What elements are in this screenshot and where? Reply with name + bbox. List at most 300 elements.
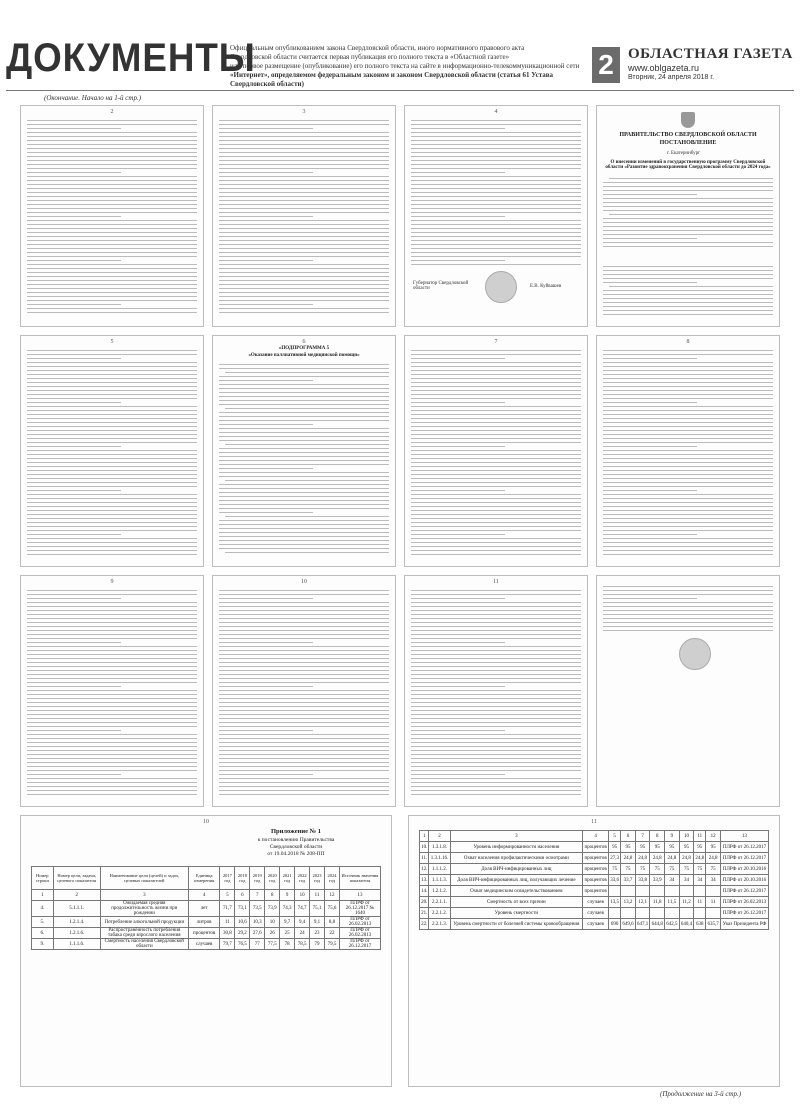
text-line — [27, 458, 197, 459]
text-line — [603, 382, 773, 383]
text-line — [27, 598, 121, 599]
table-row — [420, 853, 769, 864]
text-line — [219, 594, 389, 595]
table-cell: 27,3 — [609, 853, 621, 864]
publication-note — [230, 44, 580, 89]
table-cell: 647,1 — [635, 919, 650, 930]
text-line — [411, 220, 581, 221]
table-cell: Охват медицинским освидетельствованием — [450, 886, 583, 897]
table-cell: 79,7 — [220, 939, 235, 950]
text-line — [27, 152, 197, 153]
text-line — [27, 742, 197, 743]
text-line — [411, 228, 581, 229]
table-cell: 4 — [583, 831, 609, 842]
text-line — [27, 430, 197, 431]
text-line — [603, 394, 773, 395]
subprogram-subtitle: «Оказание паллиативной медицинской помощи» — [248, 353, 360, 358]
text-line — [603, 454, 773, 455]
text-line — [219, 726, 389, 727]
table-cell: ПЛРФ от 26.12.2017 № 1640 — [339, 901, 380, 917]
text-line — [411, 614, 581, 615]
text-line — [219, 508, 389, 509]
text-line — [219, 276, 389, 277]
text-line — [603, 494, 773, 495]
text-line — [219, 496, 389, 497]
masthead: ДОКУМЕНТЫ — [6, 36, 256, 80]
text-line — [27, 738, 197, 739]
text-line — [411, 374, 581, 375]
text-line — [27, 590, 197, 591]
table-cell: 27,6 — [250, 928, 265, 939]
scan-page-1 — [596, 105, 780, 327]
text-line — [27, 382, 197, 383]
text-line — [27, 530, 197, 531]
table-cell: Распространённость потребления табака среди взрослого населения — [100, 928, 188, 939]
text-line — [219, 476, 389, 477]
text-line — [219, 614, 389, 615]
text-line — [411, 120, 581, 121]
text-line — [27, 312, 197, 313]
table-cell: 11 — [220, 917, 235, 928]
text-line — [411, 726, 581, 727]
text-line — [411, 538, 581, 539]
text-line — [219, 654, 389, 655]
text-line — [27, 398, 197, 399]
text-line — [219, 376, 389, 377]
appendix-title: Приложение № 1 — [270, 828, 322, 835]
table-cell: 10. — [420, 842, 429, 853]
signature-role: Губернатор Свердловской области — [413, 281, 469, 291]
table-row — [32, 901, 381, 917]
text-line — [27, 534, 121, 535]
table-cell: 95 — [665, 842, 680, 853]
table-cell: ПЛРФ от 26.02.2013 — [720, 897, 768, 908]
text-line — [603, 546, 773, 547]
table-cell: 75 — [694, 864, 706, 875]
table-cell: 14. — [420, 886, 429, 897]
text-line — [27, 450, 197, 451]
seal-image — [679, 638, 711, 670]
text-line — [603, 534, 697, 535]
table-cell: 33,6 — [609, 875, 621, 886]
text-line — [411, 244, 581, 245]
text-line — [603, 550, 773, 551]
text-line — [411, 144, 581, 145]
text-line — [411, 252, 581, 253]
table-cell: Указ Президента РФ — [720, 919, 768, 930]
text-line — [603, 290, 773, 291]
text-line — [411, 466, 581, 467]
table-cell: 95 — [706, 842, 721, 853]
text-line — [411, 382, 581, 383]
table-cell: 34 — [665, 875, 680, 886]
table-cell: случаев — [583, 908, 609, 919]
text-line — [411, 148, 581, 149]
text-line — [219, 746, 389, 747]
table-cell: 2.2.1.2. — [429, 908, 450, 919]
text-line — [27, 288, 197, 289]
scan-page-5 — [20, 335, 204, 567]
text-line — [219, 440, 389, 441]
text-line — [411, 638, 581, 639]
text-line — [219, 304, 313, 305]
text-line — [219, 176, 389, 177]
table-cell: ПЛРФ от 26.12.2017 — [339, 939, 380, 950]
text-line — [27, 654, 197, 655]
text-line — [27, 414, 197, 415]
text-line — [27, 136, 197, 137]
text-line — [27, 486, 197, 487]
table-cell: 11 — [694, 831, 706, 842]
scan-page-number: 11 — [493, 579, 499, 585]
table-header-cell: 2020 год — [265, 867, 280, 890]
text-line — [411, 782, 581, 783]
text-line — [603, 514, 773, 515]
text-line — [603, 278, 773, 279]
table-cell: 9 — [665, 831, 680, 842]
text-line — [411, 402, 505, 403]
text-line — [27, 168, 197, 169]
text-line — [411, 458, 581, 459]
text-line — [603, 398, 773, 399]
text-line — [411, 450, 581, 451]
text-line — [27, 172, 121, 173]
text-line — [411, 406, 581, 407]
text-line — [603, 606, 773, 607]
text-line — [27, 474, 197, 475]
table-cell — [621, 908, 636, 919]
text-line — [603, 610, 773, 611]
table-cell: 22. — [420, 919, 429, 930]
text-line — [219, 148, 389, 149]
text-line — [27, 120, 197, 121]
table-row — [420, 864, 769, 875]
text-line — [27, 614, 197, 615]
text-line — [219, 786, 389, 787]
table-cell: 13 — [339, 890, 380, 901]
text-line — [411, 770, 581, 771]
text-line — [219, 504, 389, 505]
table-cell: 13 — [720, 831, 768, 842]
text-line — [225, 444, 389, 445]
document-type: ПОСТАНОВЛЕНИЕ — [659, 140, 717, 146]
table-cell: 11,8 — [650, 897, 665, 908]
text-line — [219, 264, 389, 265]
text-line — [603, 222, 773, 223]
table-cell: Доля ВИЧ-инфицированных лиц, получающих лечение — [450, 875, 583, 886]
text-line — [219, 622, 389, 623]
text-line — [27, 204, 197, 205]
table-cell: процентов — [583, 886, 609, 897]
seal-image — [485, 271, 517, 303]
text-line — [27, 212, 197, 213]
text-line — [219, 144, 389, 145]
table-cell: 71,7 — [220, 901, 235, 917]
text-line — [219, 164, 389, 165]
appendix-line: к постановлению Правительства — [257, 837, 335, 843]
text-line — [27, 674, 197, 675]
table-cell: 1.2.1.6. — [53, 928, 100, 939]
text-line — [27, 638, 197, 639]
text-line — [219, 472, 389, 473]
text-line — [219, 730, 313, 731]
text-line — [27, 164, 197, 165]
text-line — [411, 164, 581, 165]
text-line — [411, 350, 581, 351]
text-line — [603, 506, 773, 507]
text-line — [603, 310, 773, 311]
table-cell: 24,8 — [650, 853, 665, 864]
table-cell: 8 — [265, 890, 280, 901]
text-line — [603, 302, 773, 303]
text-line — [603, 430, 773, 431]
text-line — [603, 182, 773, 183]
text-line — [411, 426, 581, 427]
text-line — [27, 790, 197, 791]
text-line — [603, 374, 773, 375]
text-line — [411, 734, 581, 735]
text-line — [27, 354, 197, 355]
text-line — [603, 538, 773, 539]
table-row — [32, 917, 381, 928]
text-line — [411, 550, 581, 551]
text-line — [27, 394, 197, 395]
text-line — [411, 710, 581, 711]
text-line — [27, 402, 121, 403]
table-row — [420, 886, 769, 897]
text-line — [219, 156, 389, 157]
city-name: г. Екатеринбург — [667, 151, 701, 156]
text-line — [219, 204, 389, 205]
text-line — [27, 128, 121, 129]
table-cell: 11,5 — [665, 897, 680, 908]
text-line — [603, 422, 773, 423]
table-cell: 644,8 — [650, 919, 665, 930]
text-line — [27, 176, 197, 177]
text-line — [27, 710, 197, 711]
text-line — [219, 734, 389, 735]
text-line — [603, 466, 773, 467]
text-line — [219, 228, 389, 229]
text-line — [603, 426, 773, 427]
text-line — [411, 650, 581, 651]
text-line — [411, 694, 581, 695]
text-line — [603, 378, 773, 379]
text-line — [219, 536, 389, 537]
table-cell: 21. — [420, 908, 429, 919]
table-cell: 11 — [694, 897, 706, 908]
text-line — [27, 466, 197, 467]
text-line — [411, 778, 581, 779]
text-line — [603, 202, 773, 203]
text-line — [219, 698, 389, 699]
text-line — [27, 240, 197, 241]
text-line — [411, 722, 581, 723]
text-line — [27, 754, 197, 755]
text-line — [411, 236, 581, 237]
text-line — [411, 176, 581, 177]
text-line — [219, 180, 389, 181]
text-line — [27, 662, 197, 663]
text-line — [411, 358, 505, 359]
text-line — [219, 436, 389, 437]
text-line — [219, 548, 389, 549]
text-line — [219, 758, 389, 759]
text-line — [603, 242, 773, 243]
text-line — [27, 426, 197, 427]
text-line — [219, 618, 389, 619]
table-cell: 33,9 — [650, 875, 665, 886]
table-row — [420, 842, 769, 853]
scan-page-4 — [404, 105, 588, 327]
table-cell — [665, 908, 680, 919]
decree-title: О внесении изменений в государственную программу Свердловской области «Развитие здравоохранения Свердловской области до 2024 года» — [605, 160, 771, 170]
text-line — [219, 606, 389, 607]
text-line — [27, 706, 197, 707]
text-line — [219, 512, 313, 513]
scan-page-number: 2 — [110, 109, 114, 115]
table-header-cell: 2023 год — [310, 867, 325, 890]
text-line — [411, 786, 581, 787]
text-line — [411, 494, 581, 495]
table-header-cell: 2019 год — [250, 867, 265, 890]
text-line — [603, 406, 773, 407]
scan-page-8 — [596, 335, 780, 567]
text-line — [219, 384, 389, 385]
text-line — [411, 762, 581, 763]
text-line — [603, 282, 697, 283]
table-cell: 79,5 — [324, 939, 339, 950]
table-cell: 34 — [694, 875, 706, 886]
text-line — [219, 388, 389, 389]
text-line — [603, 402, 697, 403]
text-line — [27, 192, 197, 193]
table-cell — [650, 908, 665, 919]
text-line — [27, 682, 197, 683]
table-cell: 33,7 — [621, 875, 636, 886]
table-cell: Доля ВИЧ-инфицированных лиц — [450, 864, 583, 875]
page-number: 2 — [592, 47, 620, 83]
text-line — [411, 204, 581, 205]
table-cell: ПЛРФ от 26.12.2017 — [720, 842, 768, 853]
note-line: Официальным опубликованием закона Свердловской области, иного нормативного правового акта — [230, 44, 525, 52]
text-line — [219, 532, 389, 533]
text-line — [27, 666, 197, 667]
table-cell: 75 — [665, 864, 680, 875]
text-line — [411, 674, 581, 675]
text-line — [411, 482, 581, 483]
text-line — [219, 380, 313, 381]
table-cell — [694, 886, 706, 897]
text-line — [603, 266, 773, 267]
table-cell — [665, 886, 680, 897]
text-line — [219, 404, 389, 405]
text-line — [27, 514, 197, 515]
text-line — [411, 168, 581, 169]
table-cell: 13,5 — [609, 897, 621, 908]
text-line — [411, 554, 581, 555]
text-line — [219, 268, 389, 269]
text-line — [219, 168, 389, 169]
text-line — [27, 422, 197, 423]
text-line — [219, 256, 389, 257]
text-line — [27, 132, 197, 133]
table-cell: 7 — [635, 831, 650, 842]
text-line — [27, 434, 197, 435]
text-line — [27, 228, 197, 229]
scan-page-12 — [596, 575, 780, 807]
table-cell: 6 — [235, 890, 250, 901]
text-line — [603, 354, 773, 355]
text-line — [603, 502, 773, 503]
text-line — [219, 232, 389, 233]
text-line — [603, 486, 773, 487]
text-line — [219, 368, 389, 369]
text-line — [603, 210, 773, 211]
table-cell — [609, 886, 621, 897]
table-cell: 690 — [609, 919, 621, 930]
text-line — [411, 654, 581, 655]
table-header-cell: Номер строки — [32, 867, 54, 890]
text-line — [411, 172, 505, 173]
text-line — [411, 530, 581, 531]
text-line — [27, 610, 197, 611]
table-cell: 642,5 — [665, 919, 680, 930]
text-line — [27, 418, 197, 419]
scan-page-10 — [212, 575, 396, 807]
text-line — [219, 140, 389, 141]
text-line — [219, 424, 313, 425]
text-line — [219, 590, 389, 591]
text-line — [411, 702, 581, 703]
text-line — [219, 448, 389, 449]
table-cell: 74,7 — [295, 901, 310, 917]
text-line — [219, 610, 389, 611]
text-line — [219, 220, 389, 221]
table-cell: 11 — [310, 890, 325, 901]
table-cell: 11,2 — [679, 897, 694, 908]
table-cell: 2.2.1.3. — [429, 919, 450, 930]
text-line — [411, 216, 505, 217]
text-line — [27, 200, 197, 201]
text-line — [27, 658, 197, 659]
appendix-line: от 19.04.2018 № 208-ПП — [267, 851, 325, 857]
table-header-cell: Источник значения показателя — [339, 867, 380, 890]
table-cell: 1.1.1.6. — [53, 939, 100, 950]
text-line — [27, 276, 197, 277]
text-line — [411, 718, 581, 719]
text-line — [27, 442, 197, 443]
text-line — [603, 446, 697, 447]
text-line — [603, 442, 773, 443]
text-line — [603, 614, 773, 615]
text-line — [27, 188, 197, 189]
table-cell: процентов — [583, 875, 609, 886]
text-line — [27, 642, 121, 643]
text-line — [219, 520, 389, 521]
scan-page-2 — [20, 105, 204, 327]
table-cell: 74,3 — [280, 901, 295, 917]
text-line — [603, 298, 773, 299]
text-line — [411, 590, 581, 591]
text-line — [603, 618, 773, 619]
text-line — [27, 758, 197, 759]
table-cell: 2 — [53, 890, 100, 901]
paper-url[interactable]: www.oblgazeta.ru — [628, 63, 700, 73]
table-cell: Смертность от всех причин — [450, 897, 583, 908]
text-line — [27, 510, 197, 511]
table-cell: 77 — [250, 939, 265, 950]
